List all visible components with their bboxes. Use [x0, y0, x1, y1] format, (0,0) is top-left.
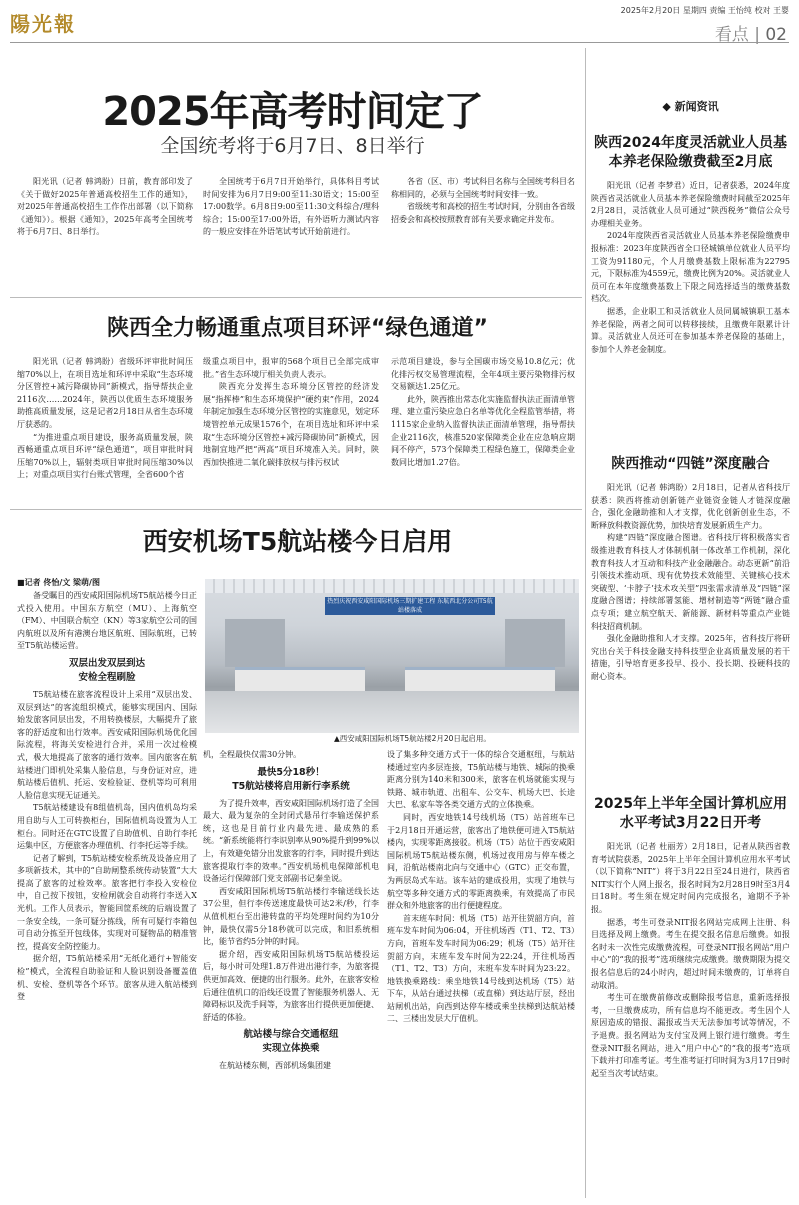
paragraph: 级重点项目中，报审的568个项目已全部完成审批。”省生态环境厅相关负责人表示。 — [203, 357, 379, 379]
page-number: 02 — [765, 25, 787, 45]
sidebar-headline: 2025年上半年全国计算机应用水平考试3月22日开考 — [594, 796, 787, 831]
sidebar-headline: 陕西推动“四链”深度融合 — [611, 456, 770, 472]
paragraph: 备受瞩目的西安咸阳国际机场T5航站楼今日正式投入使用。中国东方航空（MU）、上海航空（FM）、中国联合航空（KN）等3家航空公司的国内航班以及所有港澳台地区航班、国际航班，已转至T5航站楼运营。 — [17, 591, 197, 651]
sidebar-news-1 — [591, 134, 790, 356]
column-divider — [585, 48, 586, 1198]
paragraph: 阳光讯（记者 韩鸿盼）日前，教育部印发了《关于做好2025年普通高校招生工作的通知》，对2025年普通高校招生工作作出部署（以下简称《通知》）。根据《通知》，2025年高考全国统考将于6月7日、8日举行。 — [17, 177, 193, 237]
story3-headline: 西安机场T5航站楼今日启用 — [142, 527, 453, 556]
paragraph: 阳光讯（记者 杜丽芳）2月18日，记者从陕西省教育考试院获悉，2025年上半年全国计算机应用水平考试（以下简称“NIT”）将于3月22日至24日进行，陕西省NIT实行个人网上报名，报名时间为2月28日9时至3月4日18时。考生须在规定时间内完成报名，逾期不予补报。 — [591, 842, 790, 914]
paragraph: 据介绍，T5航站楼采用“无纸化通行+智能安检”模式，全流程自助验证和人脸识别设备覆盖值机、安检、登机等各个环节。旅客从进入航站楼到登 — [17, 954, 197, 1002]
paragraph: 全国统考于6月7日开始举行，具体科目考试时间安排为6月7日9:00至11:30语文；15:00至17:00数学。6月8日9:00至11:30文科综合/理科综合；15:00至17:00外语，有外语听力测试内容的一般应安排在外语笔试考试开始前进行。 — [203, 177, 379, 237]
paragraph: 据悉，企业职工和灵活就业人员同属城镇职工基本养老保险，两者之间可以转移接续，且缴费年限累计计算。灵活就业人员还可在参加基本养老保险的基础上，参加个人养老金制度。 — [591, 306, 790, 354]
paragraph: 强化金融助推和人才支撑。2025年，省科技厅将研究出台关于科技金融支持科技型企业高质量发展的若干措施，引导培育更多投早、投小、投长期、投硬科技的耐心资本。 — [591, 634, 790, 681]
photo-checkin-desk — [235, 667, 365, 691]
paragraph: 省级统考和高校的招生考试时间，分别由各省级招委会和高校按照教育部有关要求确定并发布。 — [391, 202, 575, 224]
paragraph: 机，全程最快仅需30分钟。 — [203, 750, 302, 759]
paragraph: 设了集多种交通方式于一体的综合交通枢纽，与航站楼通过室内多层连接，T5航站楼与地铁、城际的换乘距离分别为140米和300米，旅客在机场就能实现与铁路、城市轨道、出租车、公交车、机场大巴、长途大巴、私家车等各类交通方式的立体换乘。 — [387, 750, 575, 810]
story3-subhead-3: 航站楼与综合交通枢纽 实现立体换乘 — [243, 1029, 339, 1055]
photo-checkin-desk — [405, 667, 555, 691]
paragraph: 同时，西安地铁14号线机场（T5）站首班车已于2月18日开通运营，旅客出了地铁便可进入T5航站楼内，实现零距离接驳。机场（T5）站位于西安咸阳国际机场T5航站楼东侧，机场过夜用房与停车楼之间，沿航站楼南北向与交通中心（GTC）正交布置，为两层岛式车站。该车站的建成投用，实现了地铁与航空等多种交通方式的零距离换乘，有效提高了市民群众和外地旅客的出行便捷程度。 — [387, 812, 575, 911]
photo-wall — [505, 619, 565, 667]
paragraph: 构建“四链”深度融合图谱。省科技厅将积极落实省级推进教育科技人才体制机制一体改革工作机制，深化教育科技人才互动和科技产业金融融合。动态更新“前沿引领技术推动项、现有优势技术效能型、关键核心技术突破型、‘卡脖子’技术攻关型”四张需求清单及“四链”深度融合图谱；持续部署氢能、增材制造等“两链”融合重点专项；建立航空航天、新能源、新材料等重点产业链科技招商机制。 — [591, 533, 790, 631]
paragraph: 阳光讯（记者 李梦君）近日，记者获悉，2024年度陕西省灵活就业人员基本养老保险缴费时间截至2025年2月28日，灵活就业人员可通过“陕西税务”微信公众号办理相关业务。 — [591, 181, 790, 228]
story3-column-2 — [203, 749, 379, 1073]
story1-headline: 2025年高考时间定了 — [102, 89, 483, 135]
sidebar-news-3 — [591, 795, 790, 1080]
paragraph: 陕西充分发挥生态环境分区管控的经济发展“指挥棒”和生态环境保护“硬约束”作用，2024年制定加强生态环境分区管控的实施意见，划定环境管控单元成果1576个，在项目选址和环评中采取“生态环境分区管控+减污降碳协同”新模式，因地制宜地严把“两高”项目环境准入关。同时，陕西加快推进二氧化碳排放权与排污权试 — [203, 382, 379, 467]
story3-column-3 — [387, 749, 575, 1026]
paragraph: 首末班车时间：机场（T5）站开往贺韶方向，首班车发车时间为06:04，开往机场西（T1、T2、T3）方向，首班车发车时间为06:29；机场（T5）站开往贺韶方向，末班车发车时间为22:24，开往机场西（T1、T2、T3）方向，末班车发车时间为23:22。地铁换乘路线：乘坐地铁14号线到达机场（T5）站下车，从站台通过扶梯（或直梯）到达站厅层，经出站闸机出站，向西到达停车楼或乘坐扶梯到达航站楼二、三楼出发层大厅值机。 — [387, 913, 575, 1024]
paragraph: 此外，陕西推出常态化实施监督执法正面清单管理、建立重污染应急白名单等优化全程监管举措，将1115家企业纳入监督执法正面清单管理，指导帮扶企业2116次，核准520家保障类企业在应急响应期间不停产，573个保障类工程绿色施工，保障类企业数同比增加1.27倍。 — [391, 394, 575, 467]
paragraph: T5航站楼建设有8组值机岛，国内值机岛均采用自助与人工可转换柜台，国际值机岛设置为人工柜台。同时还在GTC设置了自助值机、自助行李托运集中区，方便旅客办理值机、行李托运等手续。 — [17, 803, 197, 851]
story2-column-1 — [17, 356, 193, 482]
paragraph: 考生可在缴费前修改或删除报考信息，重新选择报考，一旦缴费成功，所有信息均不能更改。考生因个人原因造成的错报、漏报或当天无法参加考试等情况，不予退费。报名网站为支付宝及网上银行进行缴费。考生登录NIT报名网站，进入“用户中心”的“我的报考”选项下载并打印准考证。考生准考证打印时间为3月17日9时起至当次考试结束。 — [591, 993, 790, 1078]
photo-caption: ▲西安咸阳国际机场T5航站楼2月20日起启用。 — [334, 734, 491, 743]
paragraph: 据悉，考生可登录NIT报名网站完成网上注册、科目选择及网上缴费。考生在提交报名信息后缴费。如报名时未一次性完成缴费流程，可登录NIT报名网站“用户中心”的“我的报考”选项继续完成缴费。缴费期限为提交报名信息后的24小时内，超过时间未缴费的，订单将自动取消。 — [591, 917, 790, 990]
section-label: 看点 | 02 — [714, 25, 787, 45]
news-box-header — [591, 98, 790, 114]
divider — [10, 297, 582, 298]
photo-floor — [205, 691, 579, 733]
sidebar-headline: 陕西2024年度灵活就业人员基本养老保险缴费截至2月底 — [594, 135, 787, 170]
paragraph: 示范项目建设，参与全国碳市场交易10.8亿元；优化排污权交易管理流程，全年4项主要污染物排污权交易额达1.25亿元。 — [391, 357, 575, 392]
story1-subheadline: 全国统考将于6月7日、8日举行 — [160, 135, 425, 157]
paragraph: 阳光讯（记者 韩鸿盼）2月18日，记者从省科技厅获悉：陕西将推动创新链产业链资金链人才链深度融合，强化金融助推和人才支撑，优化创新创业生态，不断释放科教资源优势，加快培育发展新质生产力。 — [591, 483, 790, 530]
photo-ceiling — [205, 579, 579, 593]
sidebar-news-2 — [591, 455, 790, 684]
photo-banner: 热烈庆祝西安咸阳国际机场三期扩建工程 东航西北分公司T5航站楼落成 — [325, 597, 495, 615]
header-rule — [10, 42, 789, 43]
masthead: 陽光報 — [10, 12, 76, 36]
divider — [10, 509, 582, 510]
paragraph: 据介绍，西安咸阳国际机场T5航站楼投运后，每小时可处理1.8万件进出港行李，为旅客提供更加高效、便捷的出行服务。此外，在旅客安检后通往值机口的沿线还设置了智能服务机器人、无障碍标识及洗手间等，为旅客出行提供更加便捷、舒适的体验。 — [203, 949, 379, 1022]
news-box-title: ◆ 新闻资讯 — [662, 100, 719, 113]
dateline: 2025年2月20日 星期四 责编 王怡纯 校对 王婴 — [620, 6, 789, 15]
story3-credit: ■记者 佟怡/文 梁萌/图 — [17, 578, 100, 587]
photo-wall — [225, 619, 285, 667]
paragraph: 阳光讯（记者 韩鸿盼）省级环评审批时间压缩70%以上，在项目选址和环评中采取“生态环境分区管控+减污降碳协同”新模式，指导帮扶企业2116次……2024年，陕西以优质生态环境服务助推高质量发展，这是记者2月18日从省生态环境厅获悉的。 — [17, 357, 193, 429]
paragraph: 为了提升效率，西安咸阳国际机场打造了全国最大、最为复杂的全封闭式悬吊行李输送保护系统，这也是目前行业内最先进、最成熟的系统。“新系统能将行李识别率从90%提升到99%以上，有效避免错分出发旅客的行李，同时提升到达旅客提取行李的效率。”西安机场机电保障部机电设备运行保障部门党支部副书记秦坐说。 — [203, 798, 379, 884]
paragraph: 各省（区、市）考试科目名称与全国统考科目名称相同的，必须与全国统考时间安排一致。 — [391, 177, 575, 199]
story1-column-1 — [17, 176, 193, 239]
news-box-title-text: 新闻资讯 — [674, 100, 719, 113]
story2-column-3 — [391, 356, 575, 469]
terminal-photo — [205, 579, 579, 733]
paragraph: 2024年度陕西省灵活就业人员基本养老保险缴费申报标准：2023年度陕西省全口径城镇单位就业人员平均工资为91180元，个人月缴费基数上限标准为22795元，下限标准为4559元，缴费比例为20%。灵活就业人员可在本年度缴费基数上下限之间选择适当的缴费基数档次。 — [591, 231, 790, 304]
paragraph: 记者了解到，T5航站楼安检系统及设备应用了多项新技术，其中的“自助闸整系统传动装置”大大提高了旅客的过检效率。旅客把行李投入安检位中，自己按下按钮，安检闸就会自动将行李送入X光机。工作人员表示，智能回筐系统的后端设置了一条安全线，一条可疑分拣线，所有可疑行李箱包可自动分拣至开包线体，实现对可疑物品的精准管控，提高安全防控能力。 — [17, 853, 197, 951]
paragraph: T5航站楼在旅客流程设计上采用“双层出发、双层到达”的客流组织模式，能够实现国内、国际始发旅客同层出发，不用转换楼层，大幅提升了旅客的舒适度和出行效率。西安咸阳国际机场优化国际流程，将海关安检进行合并，采用一次过检模式，极大地提高了旅客的通行效率。国内旅客在航站楼进门即机处采集人脸信息，与身份证对应，进航站楼后值机、托运、安检验证、登机等均可利用人脸信息实现无证通关。 — [17, 689, 197, 800]
story2-headline: 陕西全力畅通重点项目环评“绿色通道” — [107, 316, 488, 341]
story1-column-2 — [203, 176, 379, 239]
story3-subhead-2: 最快5分18秒！ T5航站楼将启用新行李系统 — [232, 766, 350, 792]
story1-column-3 — [391, 176, 575, 226]
paragraph: “为推进重点项目建设，服务高质量发展，陕西畅通重点项目环评“绿色通道”，项目审批时间压缩70%以上，辐射类项目审批时间压缩30%以上；对重点项目实行台账式管理，全省600个省 — [17, 432, 193, 480]
paragraph: 在航站楼东侧，西部机场集团建 — [219, 1061, 331, 1071]
story3-subhead-1: 双层出发双层到达 安检全程刷脸 — [68, 657, 145, 683]
section-name: 看点 — [714, 25, 749, 45]
paragraph: 西安咸阳国际机场T5航站楼行李输送线长达37公里，但行李传送速度最快可达2米/秒，行李从值机柜台至出港转盘的平均处理时间约为10分钟，最快仅需5分18秒就可以完成，和旧系统相比，能节省约5分钟的时间。 — [203, 886, 379, 947]
story3-column-1 — [17, 590, 197, 1004]
story2-column-2 — [203, 356, 379, 469]
